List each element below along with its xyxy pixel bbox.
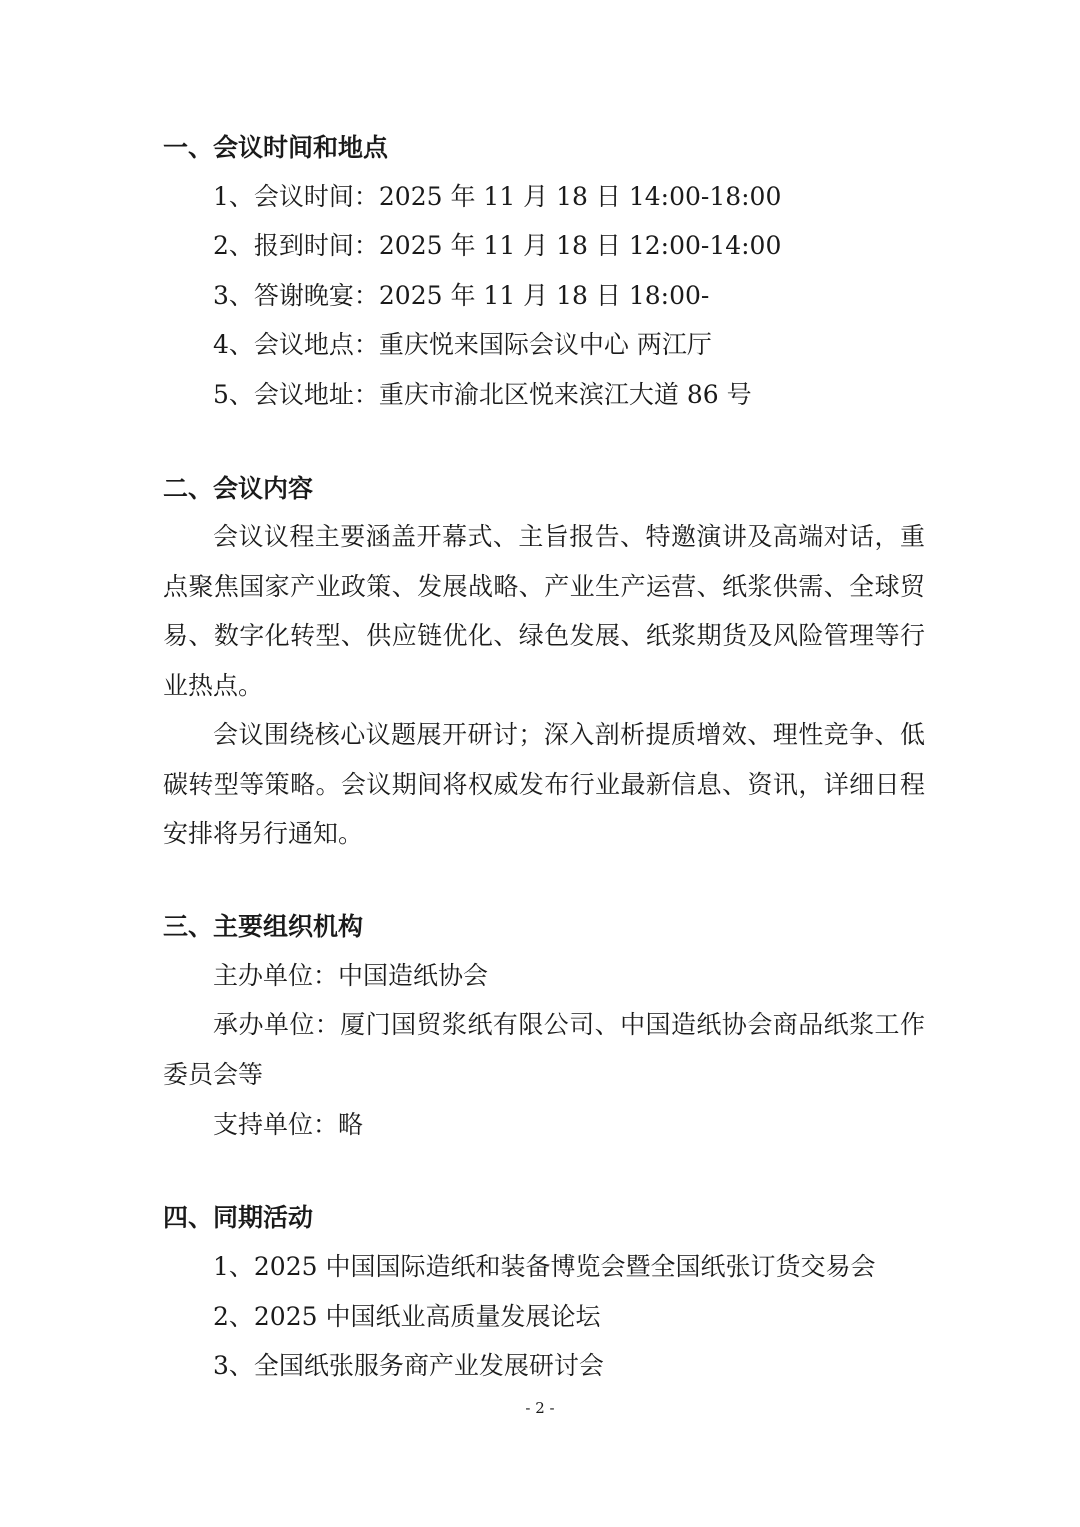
list-item-meeting-time: 1、会议时间：2025 年 11 月 18 日 14:00-18:00 [213, 182, 782, 211]
list-item-banquet-time: 3、答谢晚宴：2025 年 11 月 18 日 18:00- [213, 281, 710, 310]
section-heading-content: 二、会议内容 [163, 474, 314, 503]
host-organization: 主办单位：中国造纸协会 [213, 961, 489, 990]
section-heading-organizations: 三、主要组织机构 [163, 912, 364, 941]
list-item-registration-time: 2、报到时间：2025 年 11 月 18 日 12:00-14:00 [213, 231, 782, 260]
organizer-organization: 承办单位：厦门国贸浆纸有限公司、中国造纸协会商品纸浆工作委员会等 [163, 1010, 925, 1089]
supporting-organization: 支持单位：略 [213, 1110, 364, 1139]
list-item-meeting-address: 5、会议地址：重庆市渝北区悦来滨江大道 86 号 [213, 380, 752, 409]
list-item-meeting-venue: 4、会议地点：重庆悦来国际会议中心 两江厅 [213, 330, 712, 359]
content-paragraph-topics: 会议围绕核心议题展开研讨；深入剖析提质增效、理性竞争、低碳转型等策略。会议期间将权威发布行业最新信息、资讯，详细日程安排将另行通知。 [163, 720, 925, 848]
section-heading-concurrent-events: 四、同期活动 [163, 1203, 314, 1232]
list-item-forum: 2、2025 中国纸业高质量发展论坛 [213, 1302, 601, 1331]
list-item-seminar: 3、全国纸张服务商产业发展研讨会 [213, 1351, 604, 1380]
list-item-expo: 1、2025 中国国际造纸和装备博览会暨全国纸张订货交易会 [213, 1252, 876, 1281]
page-number: - 2 - [525, 1399, 555, 1417]
section-heading-time-location: 一、会议时间和地点 [163, 133, 389, 162]
content-paragraph-agenda: 会议议程主要涵盖开幕式、主旨报告、特邀演讲及高端对话，重点聚焦国家产业政策、发展战略、产业生产运营、纸浆供需、全球贸易、数字化转型、供应链优化、绿色发展、纸浆期货及风险管理等行业热点。 [163, 522, 925, 700]
